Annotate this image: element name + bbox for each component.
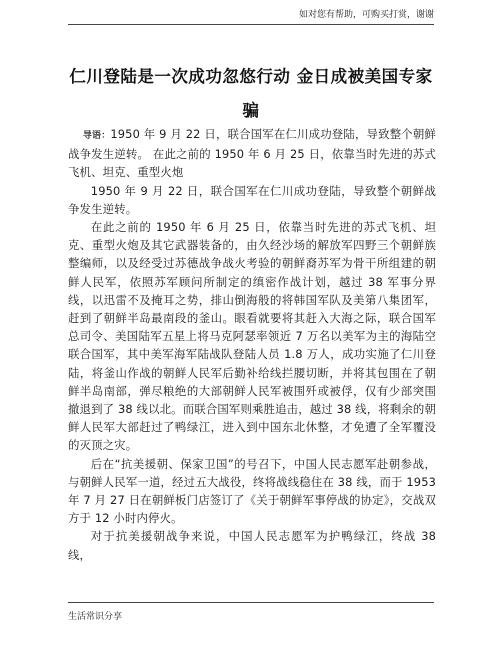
summary-label: 导语：	[82, 131, 111, 141]
summary-text: 1950 年 9 月 22 日，联合国军在仁川成功登陆，导致整个朝鲜战争发生逆转。 在此之前的 1950 年 6 月 25 日，依靠当时先进的苏式飞机、坦克、重型火炮	[68, 127, 436, 180]
body-paragraph-3: 后在“抗美援朝、保家卫国”的号召下，中国人民志愿军赴朝参战，与朝鲜人民军一道，经过五大战役，终将战线稳住在 38 线，而于 1953 年 7 月 27 日在朝鲜板门店签订了《关于朝鲜军事停战的协定》，交战双方于 12 小时内停火。	[68, 456, 436, 526]
article-title-line-2: 骗	[242, 101, 260, 120]
body-paragraph-1: 1950 年 9 月 22 日，联合国军在仁川成功登陆，导致整个朝鲜战争发生逆转。	[68, 183, 436, 216]
footer-note: 生活常识分享	[68, 612, 123, 622]
article-title-line-1: 仁川登陆是一次成功忽悠行动 金日成被美国专家	[69, 67, 433, 86]
header-divider	[68, 24, 434, 25]
body-paragraph-2: 在此之前的 1950 年 6 月 25 日，依靠当时先进的苏式飞机、坦克、重型火炮及其它武器装备的，由久经沙场的解放军四野三个朝鲜族整编师，以及经受过苏德战争战火考验的朝鲜裔苏军为骨干所组建的朝鲜人民军，依照苏军顾问所制定的缜密作战计划，越过 38 军事分界线，以迅雷不及掩耳之势，排山倒海般的将韩国军队及美第八集团军，赶到了朝鲜半岛最南段的釜山。眼看就要将其赶入大海之际，联合国军总司令、美国陆军五星上将马克阿瑟率领近 7 万名以美军为主的海陆空联合国军，其中美军海军陆战队登陆人员 1.8 万人，成功实施了仁川登陆，将釜山作战的朝鲜人民军后勤补给线拦腰切断，并将其包围在了朝鲜半岛南部，弹尽粮绝的大部朝鲜人民军被围歼或被俘，仅有少部突围撤退到了 38 线以北。而联合国军则乘胜追击，越过 38 线，将剩余的朝鲜人民军大部赶过了鸭绿江，进入到中国东北休整，才免遭了全军覆没的灭顶之灾。	[68, 220, 436, 453]
body-paragraph-4: 对于抗美援朝战争来说，中国人民志愿军为护鸭绿江，终战 38 线，	[68, 529, 436, 562]
article-body	[68, 125, 436, 564]
article-title	[60, 60, 442, 128]
footer-divider	[68, 602, 434, 603]
summary-paragraph	[68, 125, 436, 182]
header-note: 如对您有帮助，可购买打赏，谢谢	[298, 10, 434, 20]
